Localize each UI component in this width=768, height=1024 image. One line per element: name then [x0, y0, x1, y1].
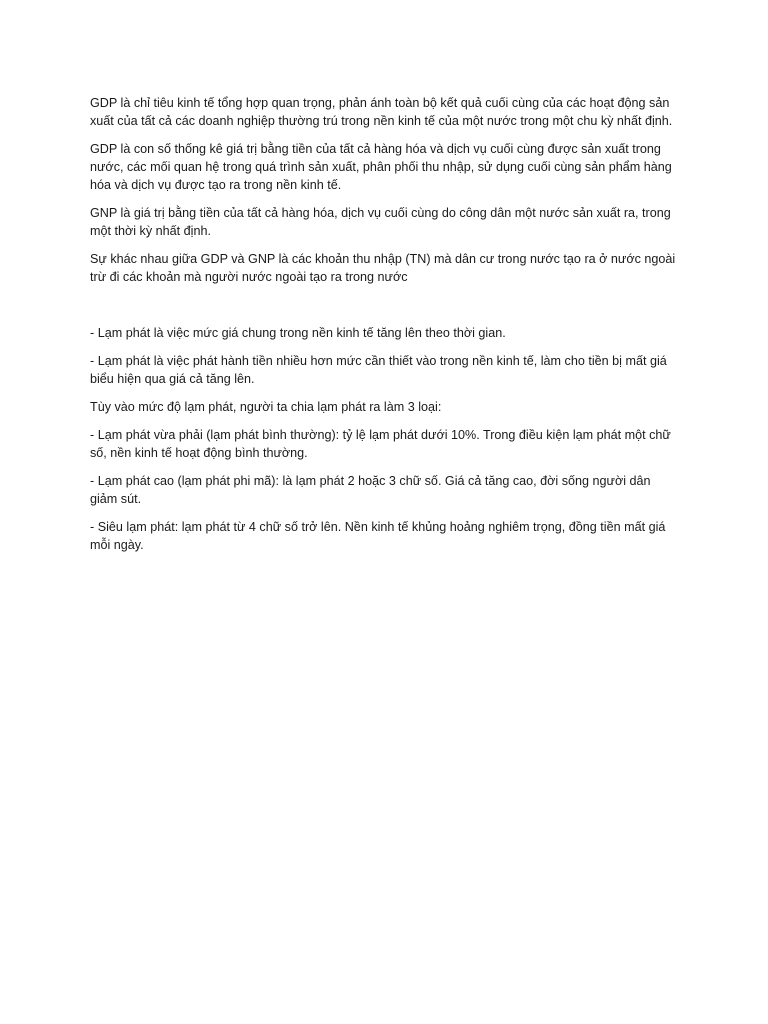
section-spacer — [90, 296, 680, 324]
paragraph-moderate-inflation: - Lạm phát vừa phải (lạm phát bình thường): tỷ lệ lạm phát dưới 10%. Trong điều kiện lạm phát một chữ số, nền kinh tế hoạt động bình thường. — [90, 428, 671, 460]
paragraph-gnp-definition: GNP là giá trị bằng tiền của tất cả hàng hóa, dịch vụ cuối cùng do công dân một nước sản xuất ra, trong một thời kỳ nhất định. — [90, 206, 671, 238]
paragraph-gdp-definition: GDP là chỉ tiêu kinh tế tổng hợp quan trọng, phản ánh toàn bộ kết quả cuối cùng của các hoạt động sản xuất của tất cả các doanh nghiệp thường trú trong nền kinh tế của một nước trong một chu kỳ nhất định. — [90, 96, 673, 128]
document-page — [90, 94, 680, 564]
paragraph-inflation-types-intro: Tùy vào mức độ lạm phát, người ta chia lạm phát ra làm 3 loại: — [90, 400, 442, 414]
paragraph-hyperinflation: - Siêu lạm phát: lạm phát từ 4 chữ số trở lên. Nền kinh tế khủng hoảng nghiêm trọng, đồng tiền mất giá mỗi ngày. — [90, 520, 666, 552]
paragraph-gdp-statistic: GDP là con số thống kê giá trị bằng tiền của tất cả hàng hóa và dịch vụ cuối cùng được sản xuất trong nước, các mối quan hệ trong quá trình sản xuất, phân phối thu nhập, sử dụng cuối cùng sản phẩm hàng hóa và dịch vụ được tạo ra trong nền kinh tế. — [90, 142, 672, 192]
paragraph-gdp-gnp-difference: Sự khác nhau giữa GDP và GNP là các khoản thu nhập (TN) mà dân cư trong nước tạo ra ở nước ngoài trừ đi các khoản mà người nước ngoài tạo ra trong nước — [90, 252, 676, 284]
paragraph-high-inflation: - Lạm phát cao (lạm phát phi mã): là lạm phát 2 hoặc 3 chữ số. Giá cả tăng cao, đời sống người dân giảm sút. — [90, 474, 651, 506]
paragraph-inflation-definition-1: - Lạm phát là việc mức giá chung trong nền kinh tế tăng lên theo thời gian. — [90, 326, 506, 340]
paragraph-inflation-definition-2: - Lạm phát là việc phát hành tiền nhiều hơn mức cần thiết vào trong nền kinh tế, làm cho tiền bị mất giá biểu hiện qua giá cả tăng lên. — [90, 354, 667, 386]
